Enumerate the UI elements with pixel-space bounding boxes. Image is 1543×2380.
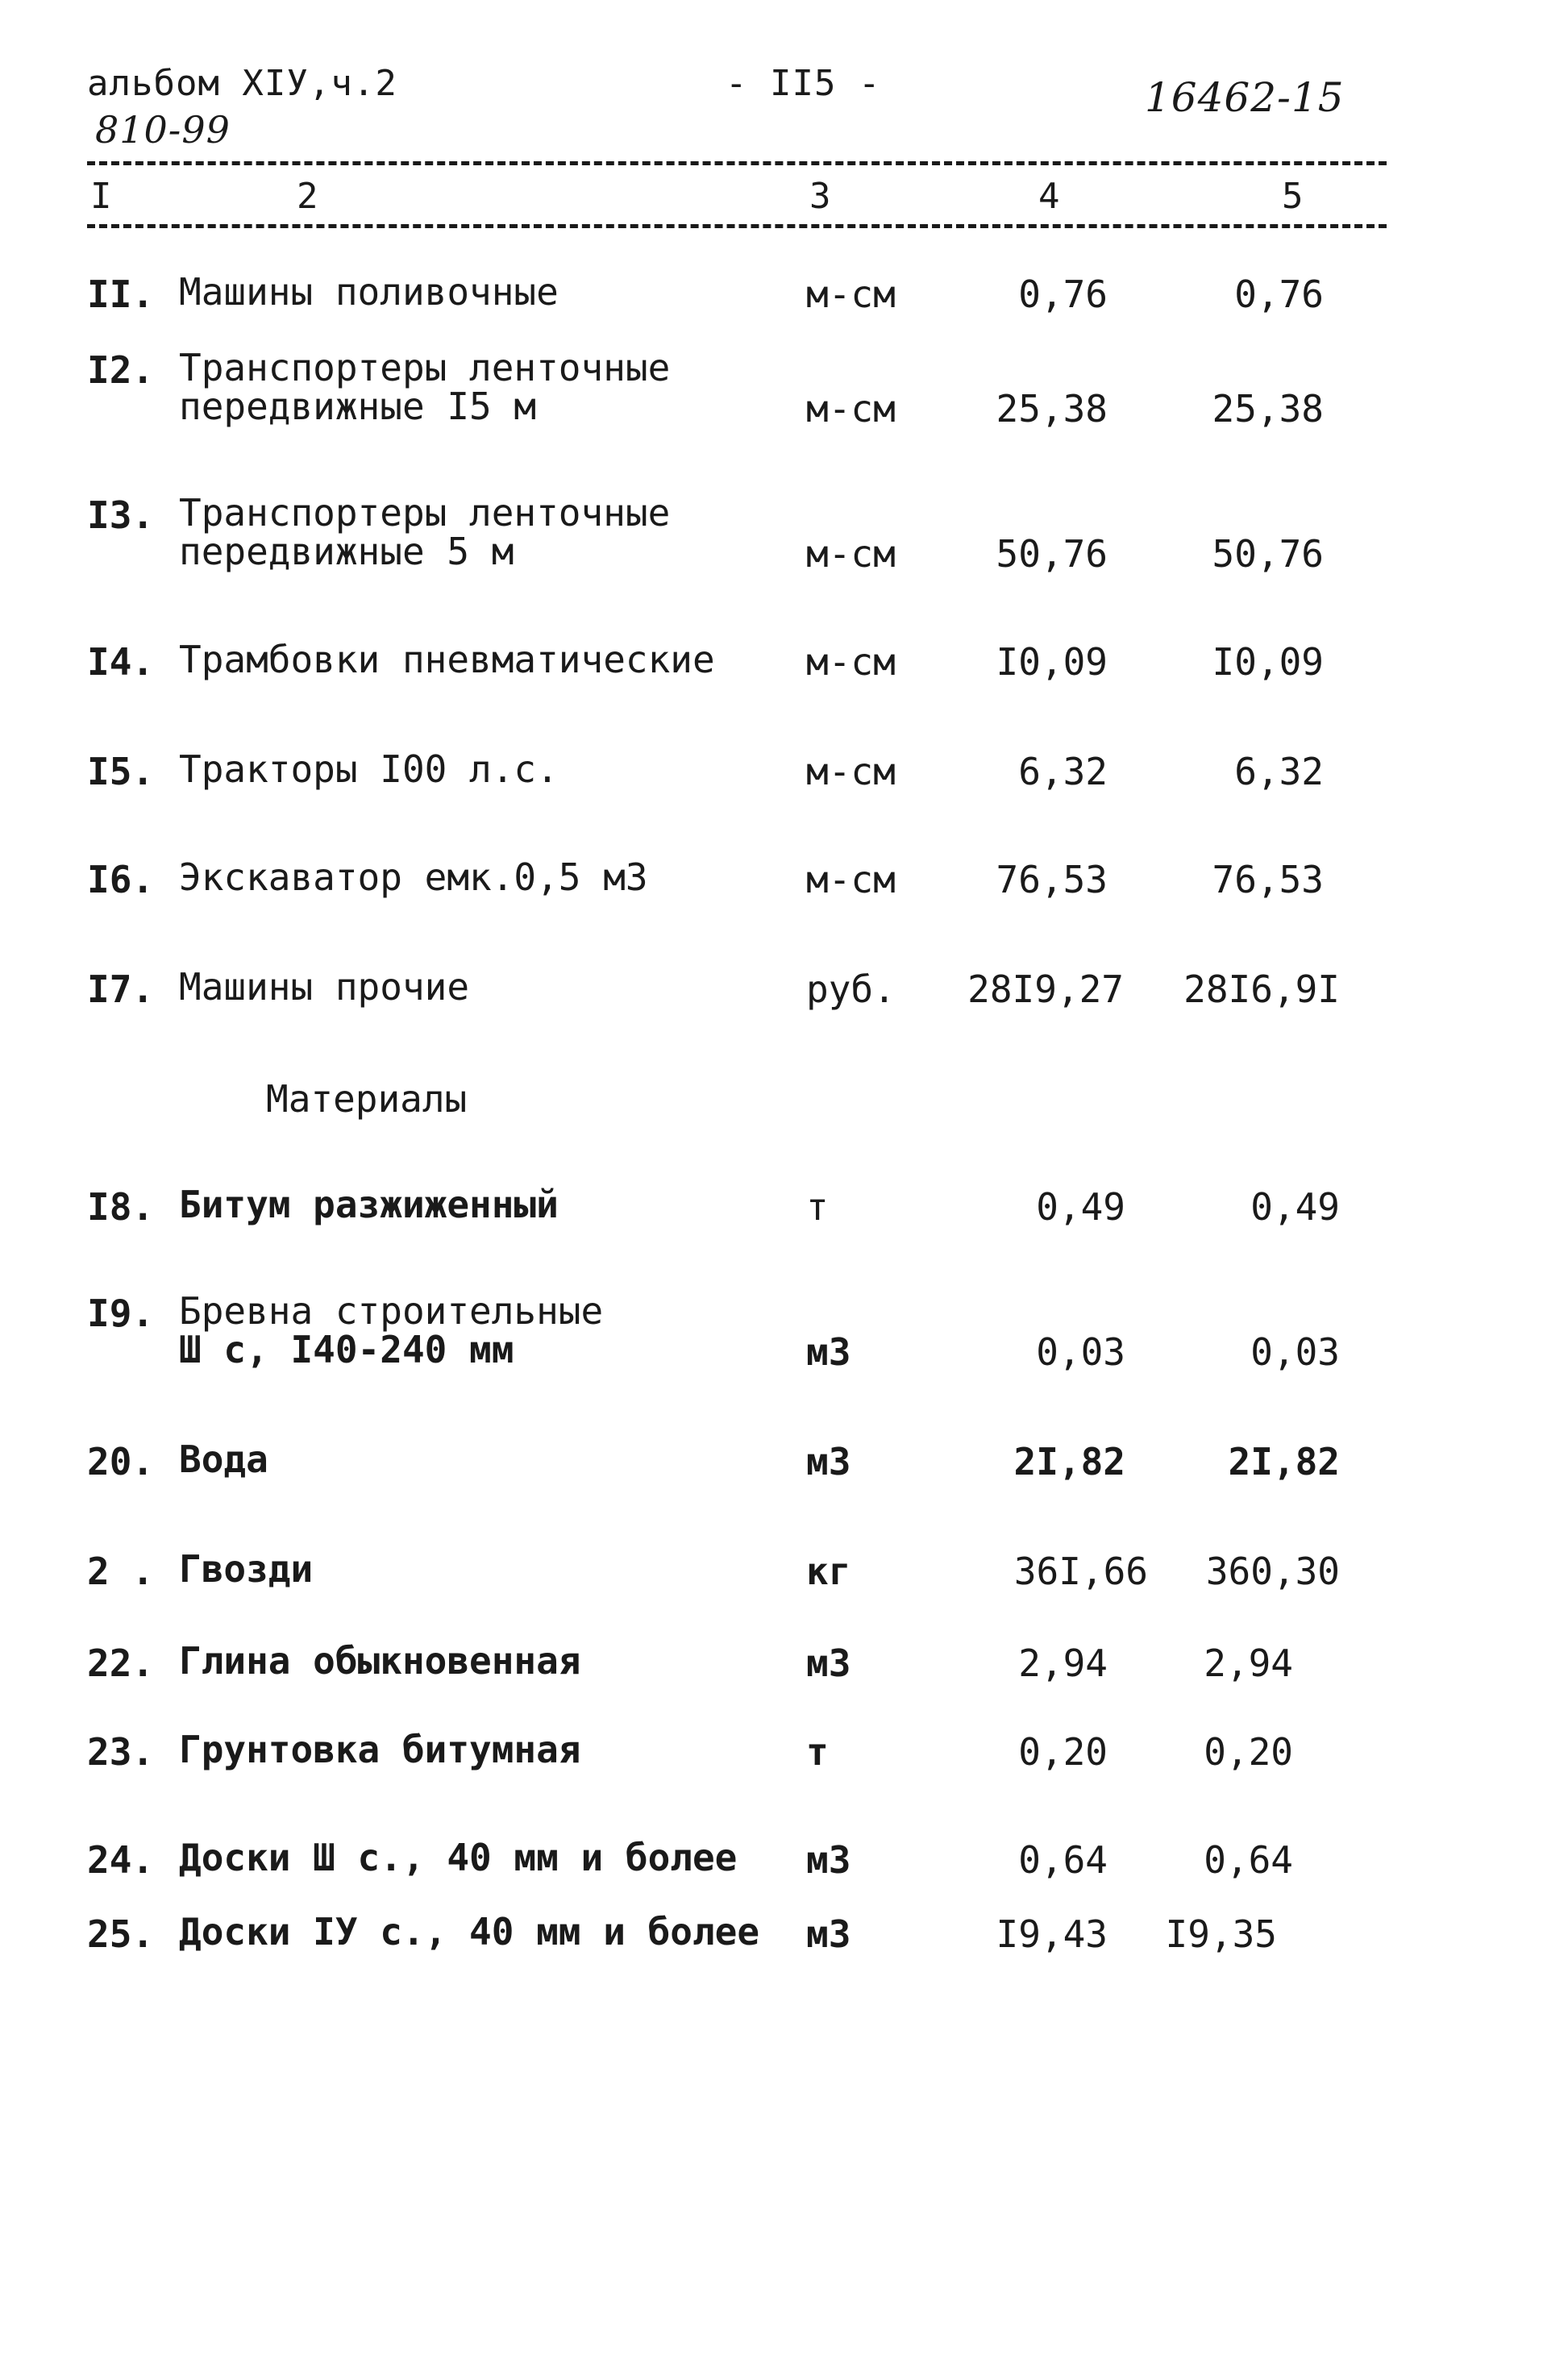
header-rule-top xyxy=(87,161,1387,165)
row-name: Тракторы I00 л.с. xyxy=(179,747,559,791)
column-number-5: 5 xyxy=(1282,176,1304,217)
row-name: Вода xyxy=(179,1438,268,1481)
row-number: I4. xyxy=(87,640,155,684)
row-number: I5. xyxy=(87,750,155,793)
row-number: I2. xyxy=(87,348,155,392)
row-unit: т xyxy=(806,1730,829,1774)
row-value-col4: 0,76 xyxy=(1018,273,1108,316)
column-number-2: 2 xyxy=(297,176,318,217)
row-name: Трамбовки пневматические xyxy=(179,638,715,681)
album-code: 810-99 xyxy=(95,108,231,152)
row-value-col5: 0,20 xyxy=(1204,1730,1293,1774)
row-value-col4: 28I9,27 xyxy=(967,967,1124,1011)
column-number-1: I xyxy=(90,176,112,217)
row-value-col5: 0,49 xyxy=(1250,1185,1340,1229)
row-name: Машины поливочные xyxy=(179,270,559,314)
row-unit: м3 xyxy=(806,1641,851,1685)
page-number: - II5 - xyxy=(726,63,881,104)
row-value-col5: 2I,82 xyxy=(1228,1440,1340,1483)
row-value-col4: 50,76 xyxy=(996,532,1108,576)
row-unit: т xyxy=(806,1185,829,1229)
row-unit: м-см xyxy=(806,858,896,901)
row-value-col4: 0,20 xyxy=(1018,1730,1108,1774)
row-name: Глина обыкновенная xyxy=(179,1639,581,1683)
row-number: I6. xyxy=(87,858,155,901)
row-unit: м-см xyxy=(806,640,896,684)
album-label: альбом ХIУ,ч.2 xyxy=(87,63,397,104)
row-value-col4: I0,09 xyxy=(996,640,1108,684)
row-number: 25. xyxy=(87,1912,155,1956)
row-value-col5: 25,38 xyxy=(1212,387,1324,431)
row-number: 20. xyxy=(87,1440,155,1483)
row-name: Транспортеры ленточные передвижные I5 м xyxy=(179,346,671,428)
row-value-col5: 28I6,9I xyxy=(1183,967,1340,1011)
row-value-col5: 0,03 xyxy=(1250,1330,1340,1374)
column-number-3: 3 xyxy=(809,176,831,217)
row-number: 24. xyxy=(87,1838,155,1882)
row-name: Транспортеры ленточные передвижные 5 м xyxy=(179,491,671,573)
row-unit: м-см xyxy=(806,387,896,431)
row-name: Доски Ш с., 40 мм и более xyxy=(179,1836,738,1879)
row-value-col4: 25,38 xyxy=(996,387,1108,431)
row-value-col4: 2I,82 xyxy=(1013,1440,1125,1483)
row-unit: м3 xyxy=(806,1912,851,1956)
row-name: Бревна строительные Ш с, I40-240 мм xyxy=(179,1289,604,1371)
row-unit: м3 xyxy=(806,1838,851,1882)
row-unit: м-см xyxy=(806,750,896,793)
row-unit: м3 xyxy=(806,1330,851,1374)
row-name: Доски IУ с., 40 мм и более xyxy=(179,1910,760,1954)
row-number: 22. xyxy=(87,1641,155,1685)
row-number: 23. xyxy=(87,1730,155,1774)
row-number: I7. xyxy=(87,967,155,1011)
row-unit: руб. xyxy=(806,967,896,1011)
row-name: Машины прочие xyxy=(179,965,470,1009)
row-name: Грунтовка битумная xyxy=(179,1728,581,1771)
row-value-col4: 36I,66 xyxy=(1013,1550,1148,1593)
row-value-col4: 2,94 xyxy=(1018,1641,1108,1685)
row-value-col5: I0,09 xyxy=(1212,640,1324,684)
row-number: II. xyxy=(87,273,155,316)
row-value-col4: 0,03 xyxy=(1036,1330,1125,1374)
row-value-col4: 6,32 xyxy=(1018,750,1108,793)
row-value-col5: 0,64 xyxy=(1204,1838,1293,1882)
row-number: I8. xyxy=(87,1185,155,1229)
row-value-col4: 0,64 xyxy=(1018,1838,1108,1882)
row-name: Гвозди xyxy=(179,1547,314,1591)
row-value-col5: I9,35 xyxy=(1165,1912,1277,1956)
row-value-col5: 2,94 xyxy=(1204,1641,1293,1685)
document-number: 16462-15 xyxy=(1145,74,1345,121)
row-name: Битум разжиженный xyxy=(179,1183,559,1226)
row-value-col4: I9,43 xyxy=(996,1912,1108,1956)
header-rule-bottom xyxy=(87,224,1387,228)
row-number: I3. xyxy=(87,493,155,537)
row-value-col5: 76,53 xyxy=(1212,858,1324,901)
row-value-col4: 0,49 xyxy=(1036,1185,1125,1229)
row-value-col5: 360,30 xyxy=(1205,1550,1340,1593)
row-value-col5: 50,76 xyxy=(1212,532,1324,576)
row-unit: м-см xyxy=(806,532,896,576)
section-title-materials: Материалы xyxy=(266,1077,468,1121)
row-number: I9. xyxy=(87,1292,155,1335)
row-number: 2 . xyxy=(87,1550,155,1593)
row-value-col5: 0,76 xyxy=(1234,273,1324,316)
row-unit: м3 xyxy=(806,1440,851,1483)
row-value-col5: 6,32 xyxy=(1234,750,1324,793)
row-name: Экскаватор емк.0,5 м3 xyxy=(179,855,648,899)
row-unit: кг xyxy=(806,1550,851,1593)
column-number-4: 4 xyxy=(1038,176,1060,217)
row-value-col4: 76,53 xyxy=(996,858,1108,901)
row-unit: м-см xyxy=(806,273,896,316)
